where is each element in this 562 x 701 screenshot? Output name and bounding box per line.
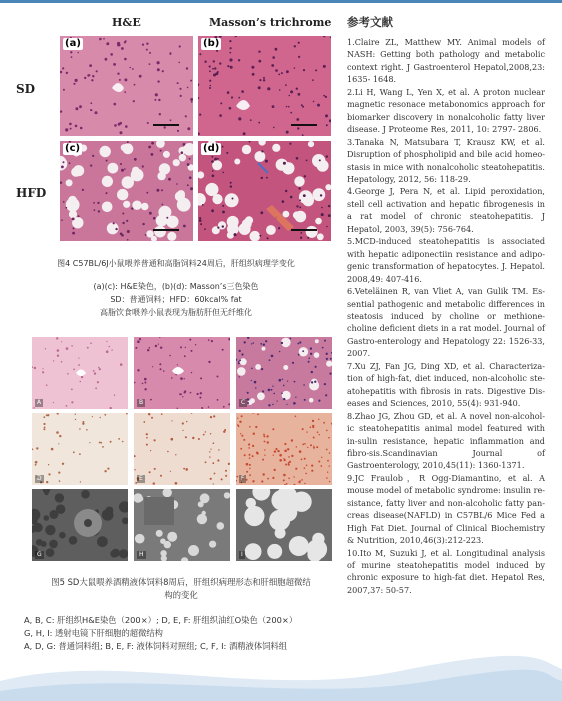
panel-label-b: (b) xyxy=(203,38,220,49)
tem-control-cell xyxy=(32,489,128,561)
masson-hfd-tissue xyxy=(198,141,331,241)
figure-5 xyxy=(32,337,332,562)
micrograph-a-he-sd xyxy=(60,36,193,136)
panel-label-G: G xyxy=(37,551,42,558)
figure-4-caption: 图4 C57BL/6J小鼠喂养普通和高脂饲料24周后，肝组织病理学变化 xyxy=(57,259,295,268)
micrograph-A xyxy=(32,337,128,409)
reference-item: 6.Veteläinen R, van Vliet A, van Gulik TM. Es-sential pathogenic and metabolic differences in steatosis induced by choline or methione-choline deficient diets in a rat model. Journal of Gastro-enterology and Hepatology 22: 1526-33, 2007. xyxy=(347,286,545,359)
reference-item: 3.Tanaka N, Matsubara T, Krausz KW, et al. Disruption of phospholipid and bile acid homeo-stasis in mice with nonalcoholic steatohepatitis. Hepatology, 2012, 56: 118-29. xyxy=(347,136,545,184)
panel-label-H: H xyxy=(139,551,144,558)
figure-5-caption-line2: 构的变化 xyxy=(164,590,198,600)
panel-label-A: A xyxy=(37,399,42,406)
reference-item: 5.MCD-induced steatohepatitis is associated with hepatic adiponectiin resistance and adipo-genic transformation of hepatocytes. J. Hepatol. 2008,49: 407-416. xyxy=(347,236,545,284)
reference-item: 7.Xu ZJ, Fan JG, Ding XD, et al. Characteriza-tion of high-fat, diet induced, non-alcoholic ste-atohepatitis with fibrosis in rats. Digestive Dis-eases and Sciences, 2010, 55(4): 931-940. xyxy=(347,360,545,409)
he-liquid-control-tissue xyxy=(134,337,230,409)
reference-item: 2.Li H, Wang L, Yen X, et al. A proton nuclear magnetic resonace metabonomics approach for biomarker discovery in nonalcoholic fatty liver disease. J Proteome Res, 2011, 10: 2797- 2806. xyxy=(347,86,545,135)
figure-5-legend-stains: A, B, C: 肝组织H&E染色（200×）; D, E, F: 肝组织油红O染色（200×） xyxy=(24,615,298,625)
reference-item: 8.Zhao JG, Zhou GD, et al. A novel non-alcohol-ic steatohepatitis animal model featured with in-sulin resistance, hepatic inflammation and fibro-sis.Scandinavian Journal of Gastroenterology, 2010,45(11): 1360-1371. xyxy=(347,410,545,471)
oilred-liquid-control-tissue xyxy=(134,413,230,485)
figure-4-note-finding: 高脂饮食喂养小鼠表现为脂肪肝但无纤维化 xyxy=(100,308,252,317)
column-header-masson: Masson’s trichrome xyxy=(209,16,332,29)
reference-item: 4.George J, Pera N, et al. Lipid peroxidation, stell cell activation and hepatic fibrogenesis in a rat model of chronic steatohepatitis. J Hepatol, 2003, 39(5): 756-764. xyxy=(347,186,545,234)
row-header-hfd: HFD xyxy=(16,186,47,200)
micrograph-F xyxy=(236,413,332,485)
column-header-he: H&E xyxy=(112,16,141,29)
figure-4-note-diets: SD：普通饲料；HFD：60kcal% fat xyxy=(110,295,242,304)
panel-label-B: B xyxy=(139,399,144,406)
references-column xyxy=(347,14,545,596)
micrograph-C xyxy=(236,337,332,409)
oilred-alcohol-tissue xyxy=(236,413,332,485)
scale-bar xyxy=(153,229,179,231)
scale-bar xyxy=(291,124,317,126)
figure-4 xyxy=(16,16,336,254)
figure-4-note-stains: (a)(c): H&E染色，(b)(d): Masson’s三色染色 xyxy=(93,282,259,291)
panel-label-E: E xyxy=(139,475,143,482)
figure-5-legend-groups: A, D, G: 普通饲料组; B, E, F: 液体饲料对照组; C, F, I: 酒精液体饲料组 xyxy=(24,641,288,651)
tem-liquid-control-cell xyxy=(134,489,230,561)
he-hfd-tissue xyxy=(60,141,193,241)
scale-bar xyxy=(153,124,179,126)
panel-label-a: (a) xyxy=(65,38,81,49)
he-alcohol-tissue xyxy=(236,337,332,409)
reference-item: 1.Claire ZL, Matthew MY. Animal models of NASH: Getting both pathology and metabolic context right. J Gastroenterol Hepatol,2008,23: 1635- 1648. xyxy=(347,37,545,85)
oilred-control-tissue xyxy=(32,413,128,485)
micrograph-E xyxy=(134,413,230,485)
micrograph-I xyxy=(236,489,332,561)
reference-item: 9.JC Fraulob，R Ogg-Diamantino, et al. A mouse model of metabolic syndrome: insulin re-sistance, fatty liver and non-alcoholic fatty pan-creas disease(NAFLD) in C57BL/6 Mice Fed a High Fat Diet. Journal of Clinical Biochemistry & Nutrition, 2010,46(3):212-223. xyxy=(347,472,545,546)
he-control-tissue xyxy=(32,337,128,409)
panel-label-F: F xyxy=(241,475,245,482)
reference-item: 10.Ito M, Suzuki J, et al. Longitudinal analysis of murine steatohepatitis model induced by chronic exposure to high-fat diet. Hepatol Res, 2007,37: 50-57. xyxy=(347,547,545,595)
figure-5-legend-tem: G, H, I: 透射电镜下肝细胞的超微结构 xyxy=(24,628,163,638)
panel-label-C: C xyxy=(241,399,246,406)
tem-alcohol-cell xyxy=(236,489,332,561)
masson-sd-tissue xyxy=(198,36,331,136)
micrograph-D xyxy=(32,413,128,485)
he-sd-tissue xyxy=(60,36,193,136)
top-accent-rule xyxy=(0,0,562,3)
micrograph-H xyxy=(134,489,230,561)
figure-5-caption-line1: 图5 SD大鼠喂养酒精液体饲料8周后，肝组织病理形态和肝细胞超微结 xyxy=(51,577,311,587)
micrograph-b-masson-sd xyxy=(198,36,331,136)
panel-label-c: (c) xyxy=(65,143,81,154)
micrograph-c-he-hfd xyxy=(60,141,193,241)
decorative-wave-footer xyxy=(0,641,562,701)
micrograph-G xyxy=(32,489,128,561)
panel-label-d: (d) xyxy=(203,143,220,154)
micrograph-d-masson-hfd xyxy=(198,141,331,241)
panel-label-I: I xyxy=(241,551,243,558)
micrograph-B xyxy=(134,337,230,409)
scale-bar xyxy=(291,229,317,231)
row-header-sd: SD xyxy=(16,82,36,96)
references-title: 参考文献 xyxy=(347,15,393,29)
panel-label-D: D xyxy=(37,475,42,482)
